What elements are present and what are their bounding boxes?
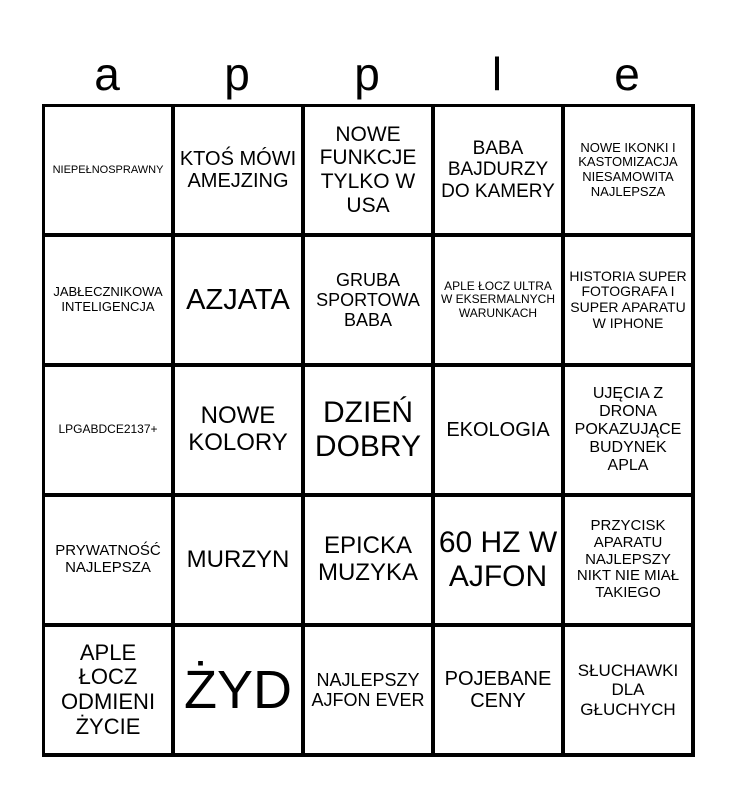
- bingo-cell[interactable]: EKOLOGIA: [435, 367, 561, 493]
- bingo-board: [42, 104, 695, 757]
- bingo-cell[interactable]: HISTORIA SUPER FOTOGRAFA I SUPER APARATU W IPHONE: [565, 237, 691, 363]
- bingo-cell[interactable]: POJEBANE CENY: [435, 627, 561, 753]
- bingo-cell[interactable]: DZIEŃ DOBRY: [305, 367, 431, 493]
- bingo-cell[interactable]: KTOŚ MÓWI AMEJZING: [175, 107, 301, 233]
- bingo-cell[interactable]: SŁUCHAWKI DLA GŁUCHYCH: [565, 627, 691, 753]
- bingo-cell[interactable]: GRUBA SPORTOWA BABA: [305, 237, 431, 363]
- title-letter-l: l: [491, 48, 503, 100]
- bingo-cell[interactable]: 60 HZ W AJFON: [435, 497, 561, 623]
- bingo-cell[interactable]: APLE ŁOCZ ODMIENI ŻYCIE: [45, 627, 171, 753]
- bingo-cell[interactable]: NOWE IKONKI I KASTOMIZACJA NIESAMOWITA NAJLEPSZA: [565, 107, 691, 233]
- bingo-cell[interactable]: PRYWATNOŚĆ NAJLEPSZA: [45, 497, 171, 623]
- bingo-cell[interactable]: ŻYD: [175, 627, 301, 753]
- bingo-cell[interactable]: PRZYCISK APARATU NAJLEPSZY NIKT NIE MIAŁ TAKIEGO: [565, 497, 691, 623]
- title-letter-p2: p: [354, 48, 380, 100]
- bingo-cell[interactable]: NOWE KOLORY: [175, 367, 301, 493]
- bingo-cell[interactable]: AZJATA: [175, 237, 301, 363]
- bingo-cell[interactable]: NAJLEPSZY AJFON EVER: [305, 627, 431, 753]
- title-header: [42, 44, 695, 104]
- bingo-cell[interactable]: APLE ŁOCZ ULTRA W EKSERMALNYCH WARUNKACH: [435, 237, 561, 363]
- bingo-cell[interactable]: MURZYN: [175, 497, 301, 623]
- bingo-cell[interactable]: JABŁECZNIKOWA INTELIGENCJA: [45, 237, 171, 363]
- bingo-cell[interactable]: UJĘCIA Z DRONA POKAZUJĄCE BUDYNEK APLA: [565, 367, 691, 493]
- bingo-cell[interactable]: EPICKA MUZYKA: [305, 497, 431, 623]
- bingo-cell[interactable]: BABA BAJDURZY DO KAMERY: [435, 107, 561, 233]
- title-letter-e: e: [614, 48, 640, 100]
- title-letter-p1: p: [224, 48, 250, 100]
- title-letter-a: a: [94, 48, 120, 100]
- bingo-cell[interactable]: NOWE FUNKCJE TYLKO W USA: [305, 107, 431, 233]
- bingo-cell[interactable]: NIEPEŁNOSPRAWNY: [45, 107, 171, 233]
- bingo-cell[interactable]: LPGABDCE2137+: [45, 367, 171, 493]
